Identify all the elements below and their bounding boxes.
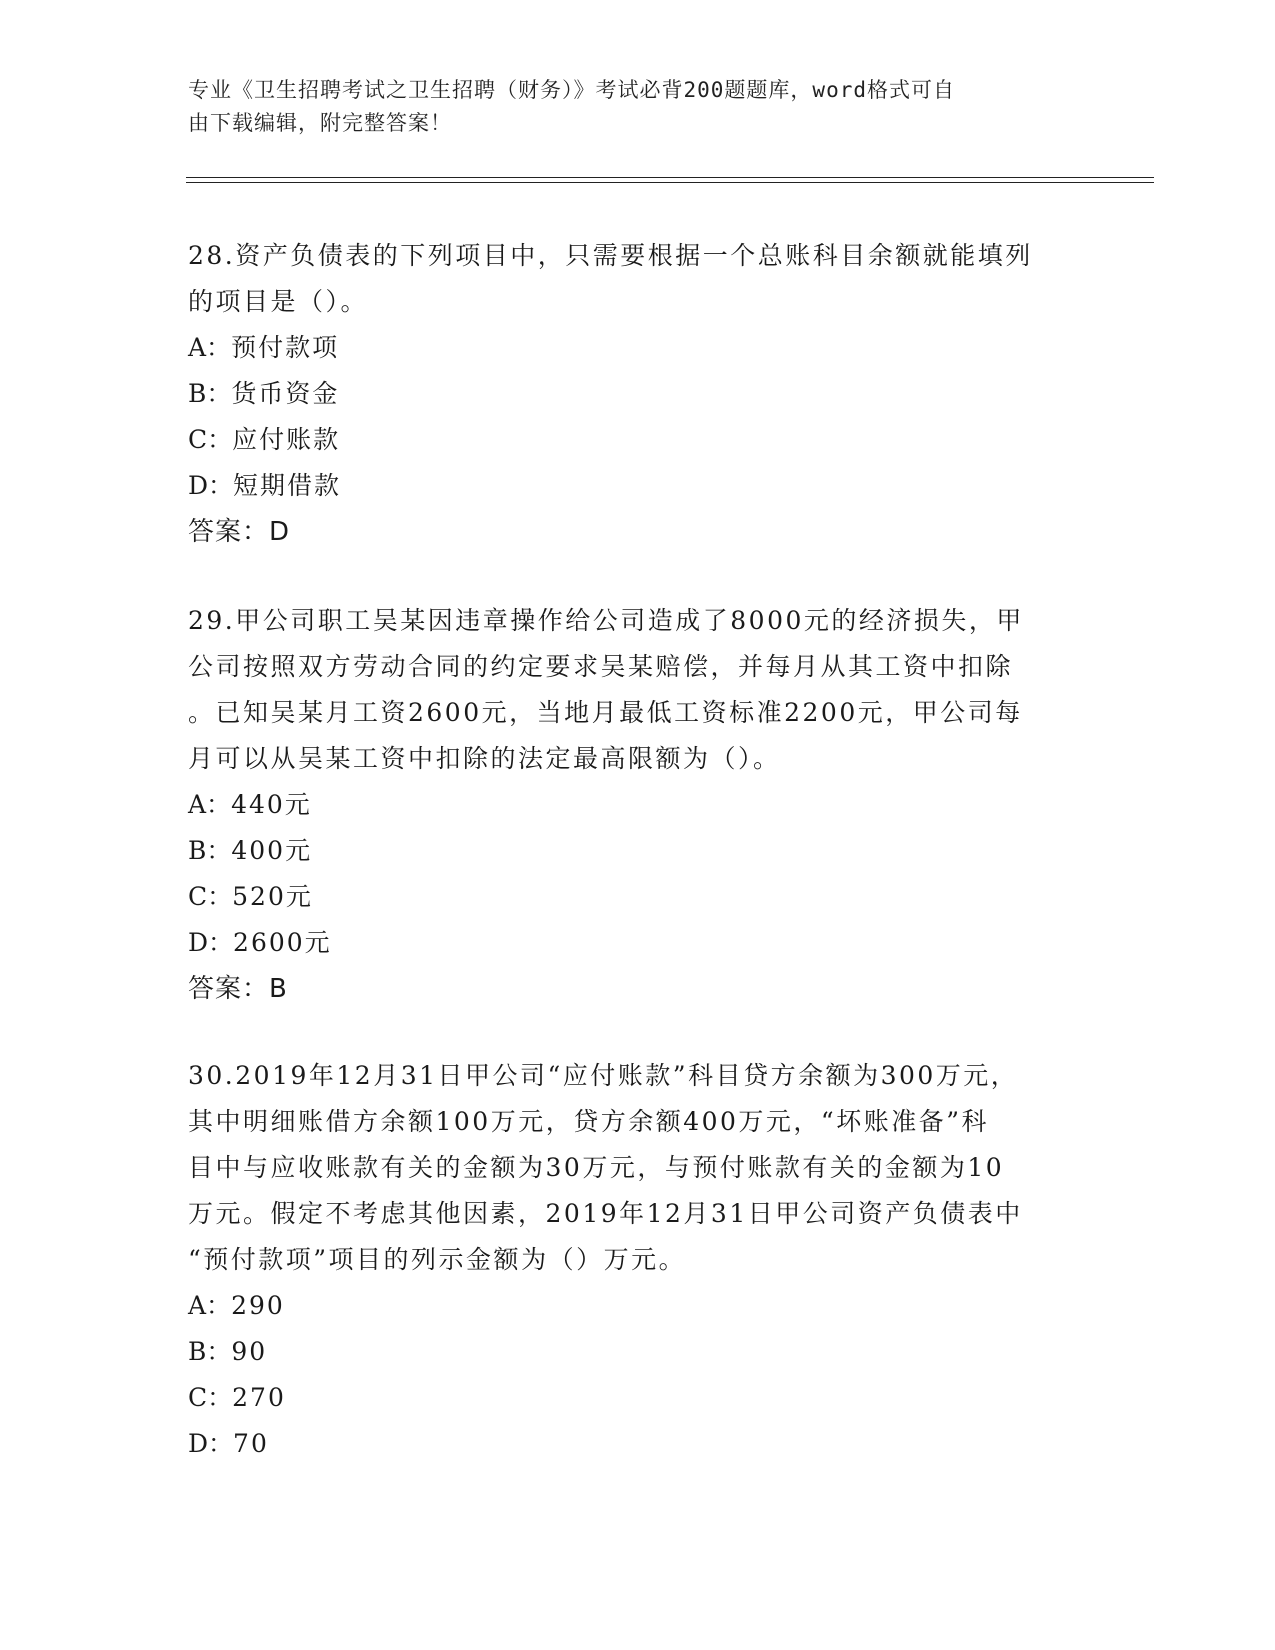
option-text: 400元: [231, 836, 313, 865]
option-a: [188, 325, 1068, 371]
header-line-1: 专业《卫生招聘考试之卫生招聘（财务）》考试必背200题题库，word格式可自: [188, 78, 955, 102]
option-key: D：: [188, 1429, 234, 1458]
answer-line: 答案：D: [188, 517, 291, 547]
question-stem-line: 的项目是（）。: [188, 287, 369, 316]
option-d: [188, 463, 1068, 509]
question-stem-line: 28.资产负债表的下列项目中，只需要根据一个总账科目余额就能填列: [188, 241, 1033, 270]
header-divider-bottom: [186, 182, 1154, 183]
question-stem-line: 29.甲公司职工吴某因违章操作给公司造成了8000元的经济损失，甲: [188, 606, 1024, 635]
option-text: 290: [231, 1291, 285, 1320]
question-stem-line: 30.2019年12月31日甲公司“应付账款”科目贷方余额为300万元，: [188, 1061, 1019, 1090]
option-b: [188, 828, 1068, 874]
option-c: [188, 1375, 1068, 1421]
option-text: 短期借款: [233, 471, 342, 500]
question-stem-line: “预付款项”项目的列示金额为（）万元。: [188, 1245, 687, 1274]
option-d: [188, 1421, 1068, 1467]
question-stem-line: 目中与应收账款有关的金额为30万元，与预付账款有关的金额为10: [188, 1153, 1005, 1182]
option-text: 预付款项: [231, 333, 340, 362]
option-key: A：: [188, 1291, 232, 1320]
question-stem-line: 月可以从吴某工资中扣除的法定最高限额为（）。: [188, 744, 781, 773]
question-stem-line: 其中明细账借方余额100万元，贷方余额400万元，“坏账准备”科: [188, 1107, 989, 1136]
header-line-2: 由下载编辑，附完整答案！: [188, 111, 452, 135]
option-c: [188, 417, 1068, 463]
option-key: C：: [188, 882, 233, 911]
option-key: A：: [188, 333, 232, 362]
option-text: 货币资金: [231, 379, 340, 408]
option-text: 520元: [232, 882, 313, 911]
option-key: D：: [188, 928, 234, 957]
option-key: B：: [188, 1337, 232, 1366]
option-key: D：: [188, 471, 234, 500]
question-stem-line: 。已知吴某月工资2600元，当地月最低工资标准2200元，甲公司每: [188, 698, 1023, 727]
option-key: B：: [188, 379, 232, 408]
option-c: [188, 874, 1068, 920]
option-b: [188, 371, 1068, 417]
question-stem-line: 万元。假定不考虑其他因素，2019年12月31日甲公司资产负债表中: [188, 1199, 1023, 1228]
option-key: A：: [188, 790, 232, 819]
option-text: 应付账款: [232, 425, 341, 454]
option-a: [188, 782, 1068, 828]
option-text: 70: [233, 1429, 269, 1458]
answer-line: 答案：B: [188, 974, 288, 1004]
option-d: [188, 920, 1068, 966]
question-29: [188, 598, 1068, 1012]
option-text: 90: [231, 1337, 268, 1366]
question-stem-line: 公司按照双方劳动合同的约定要求吴某赔偿，并每月从其工资中扣除: [188, 652, 1014, 681]
option-text: 270: [232, 1383, 286, 1412]
document-header: [188, 74, 1068, 140]
question-30: [188, 1053, 1068, 1467]
option-text: 440元: [231, 790, 312, 819]
option-key: B：: [188, 836, 232, 865]
option-key: C：: [188, 1383, 233, 1412]
header-divider-top: [186, 177, 1154, 178]
question-28: [188, 233, 1068, 555]
option-a: [188, 1283, 1068, 1329]
option-b: [188, 1329, 1068, 1375]
option-key: C：: [188, 425, 233, 454]
option-text: 2600元: [233, 928, 332, 957]
